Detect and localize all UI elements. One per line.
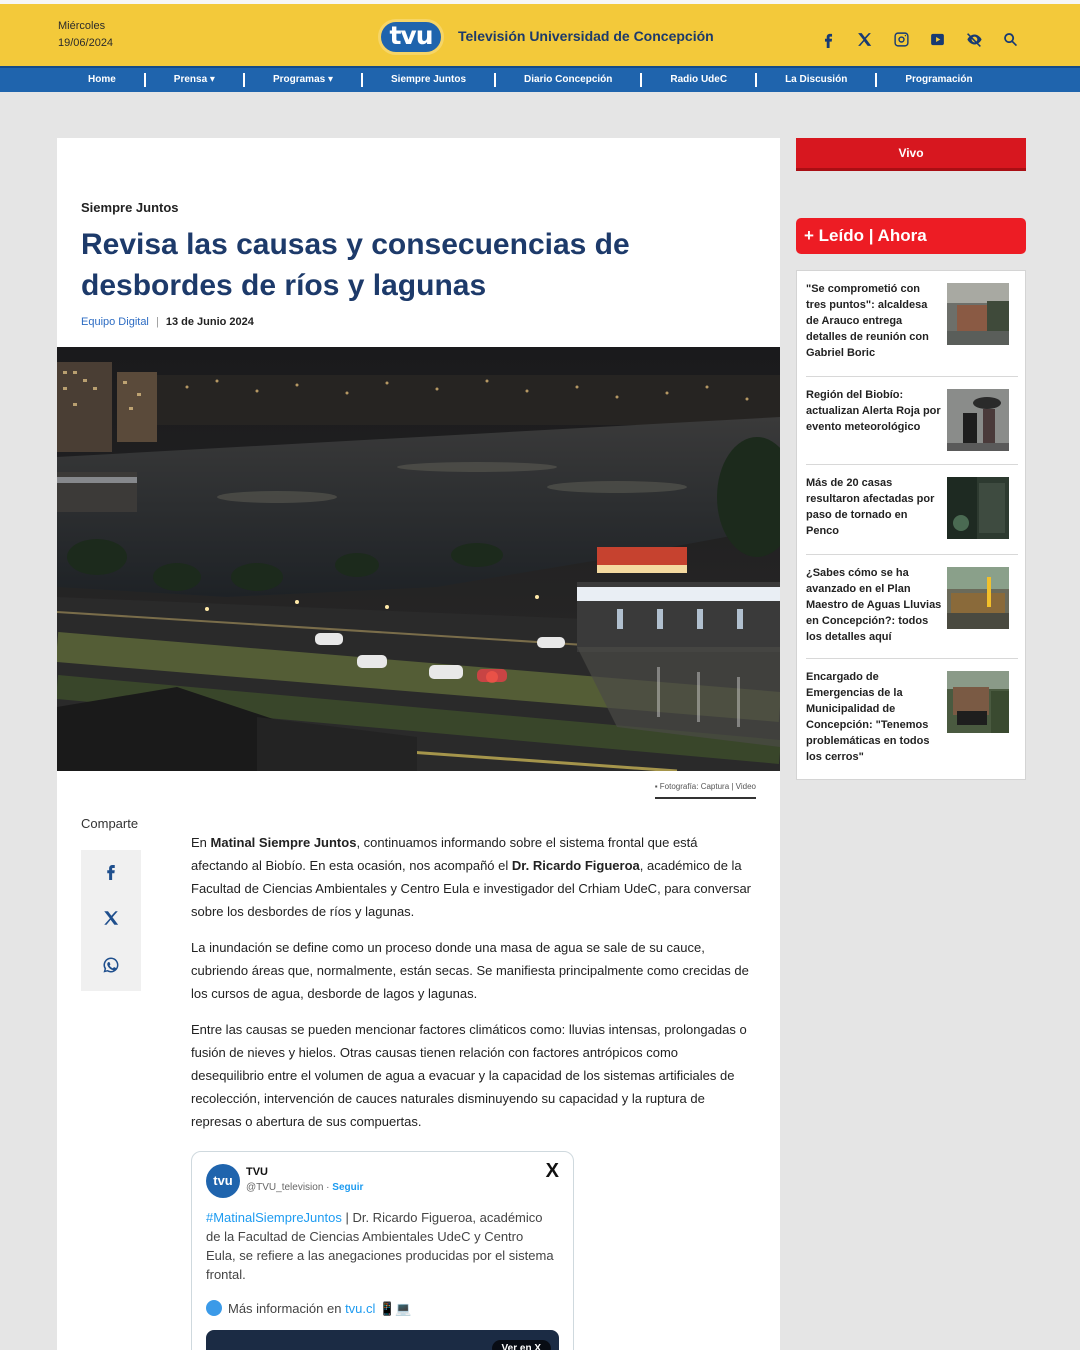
- share-facebook-button[interactable]: [81, 850, 141, 897]
- facebook-icon[interactable]: [810, 8, 847, 70]
- header-weekday: Miércoles: [58, 20, 106, 32]
- news-title[interactable]: "Se comprometió con tres puntos": alcaldesa de Arauco entrega detalles de reunión con Gabriel Boric: [806, 283, 929, 359]
- list-item[interactable]: [806, 281, 1018, 377]
- embedded-tweet[interactable]: [191, 1151, 574, 1350]
- top-header: [0, 0, 1080, 66]
- news-thumbnail[interactable]: [947, 283, 1009, 345]
- whatsapp-icon: [102, 956, 120, 979]
- nav-diario-concepcion[interactable]: Diario Concepción: [496, 73, 642, 87]
- article-author[interactable]: Equipo Digital: [81, 316, 149, 328]
- tweet-handle-text: @TVU_television ·: [246, 1182, 333, 1193]
- photo-caption: ▪ Fotografía: Captura | Video: [655, 782, 756, 799]
- news-title[interactable]: Más de 20 casas resultaron afectadas por paso de tornado en Penco: [806, 477, 935, 537]
- list-item[interactable]: [806, 565, 1018, 659]
- tweet-link[interactable]: tvu.cl: [345, 1301, 376, 1316]
- news-title[interactable]: ¿Sabes cómo se ha avanzado en el Plan Maestro de Aguas Lluvias en Concepción?: todos los detalles aquí: [806, 567, 942, 643]
- article-date: 13 de Junio 2024: [165, 316, 254, 328]
- byline: [81, 316, 254, 328]
- p1-text-end: , académico de la Facultad de Ciencias Ambientales y Centro Eula e investigador del Crhiam UdeC, para conversar sobre los desbordes de ríos y lagunas.: [191, 858, 752, 919]
- nav-radio-udec[interactable]: Radio UdeC: [642, 73, 757, 87]
- tweet-emoji: 📱💻: [375, 1301, 412, 1316]
- tweet-body: | Dr. Ricardo Figueroa, académico de la Facultad de Ciencias Ambientales UdeC y Centro Eula, se refiere a las anegaciones producidas por el sistema frontal.: [206, 1210, 554, 1282]
- article-card: [57, 138, 780, 1350]
- tweet-view-on-x-pill[interactable]: Ver en X: [492, 1340, 551, 1350]
- news-thumbnail[interactable]: [947, 567, 1009, 629]
- blue-circle-icon: [206, 1300, 222, 1316]
- x-icon: [102, 909, 120, 932]
- article-title: Revisa las causas y consecuencias de desbordes de ríos y lagunas: [81, 228, 630, 302]
- share-buttons: [81, 850, 141, 991]
- facebook-icon: [102, 862, 120, 885]
- tweet-text: [206, 1208, 556, 1284]
- article-paragraph-3: Entre las causas se pueden mencionar factores climáticos como: lluvias intensas, prolongadas o fusión de nieves y hielos. Otras causas tienen relación con factores antrópicos como desequilibrio entre el volumen de agua a evacuar y la capacidad de los sistemas artificiales de recolección, intervención de cauces naturales disminuyendo su capacidad y la ruptura de represas o abertura de sus compuertas.: [191, 1022, 747, 1129]
- list-item[interactable]: [806, 475, 1018, 555]
- brand-name: Televisión Universidad de Concepción: [458, 28, 714, 44]
- news-title[interactable]: Encargado de Emergencias de la Municipalidad de Concepción: "Tenemos problemáticas en todos los cerros": [806, 671, 930, 763]
- list-item[interactable]: [806, 387, 1018, 465]
- article-body: [191, 831, 753, 1146]
- p1-text: En: [191, 835, 211, 850]
- byline-separator: |: [155, 316, 159, 328]
- tweet-hashtag[interactable]: #MatinalSiempreJuntos: [206, 1210, 342, 1225]
- tweet-more-text: Más información en: [228, 1301, 346, 1316]
- tweet-author-name[interactable]: TVU: [246, 1166, 268, 1178]
- instagram-icon[interactable]: [883, 8, 920, 70]
- tvu-logo[interactable]: tvu: [378, 19, 444, 55]
- nav-la-discusion[interactable]: La Discusión: [757, 73, 877, 87]
- news-title[interactable]: Región del Biobío: actualizan Alerta Roja por evento meteorológico: [806, 389, 941, 433]
- nav-programacion[interactable]: Programación: [905, 74, 973, 85]
- most-read-list: [796, 270, 1026, 780]
- article-section[interactable]: Siempre Juntos: [81, 200, 179, 215]
- youtube-icon[interactable]: [920, 8, 957, 70]
- tweet-media[interactable]: [206, 1330, 559, 1350]
- list-item[interactable]: [806, 669, 1018, 773]
- nav-prensa[interactable]: Prensa ▾: [146, 73, 245, 87]
- header-date-value: 19/06/2024: [58, 37, 114, 49]
- tweet-handle: [246, 1182, 363, 1193]
- news-thumbnail[interactable]: [947, 389, 1009, 451]
- article-paragraph-1: [191, 831, 753, 923]
- tweet-more-info: [206, 1300, 411, 1317]
- social-icons: [810, 8, 1029, 70]
- p1-guest-name: Dr. Ricardo Figueroa: [511, 858, 640, 873]
- live-button[interactable]: Vivo: [796, 138, 1026, 171]
- x-icon[interactable]: [847, 8, 884, 70]
- p1-program-name: Matinal Siempre Juntos: [210, 835, 357, 850]
- news-thumbnail[interactable]: [947, 671, 1009, 733]
- p1-text-mid: , continuamos informando sobre el sistema frontal que está afectando al Biobío. En esta ocasión, nos acompañó el: [191, 835, 698, 873]
- header-date: [58, 18, 113, 52]
- x-logo-icon[interactable]: X: [545, 1160, 559, 1182]
- hero-photo-flooded-city-night: [57, 347, 780, 771]
- nav-home[interactable]: Home: [60, 73, 146, 87]
- search-icon[interactable]: [993, 8, 1030, 70]
- main-nav: [0, 66, 1080, 92]
- article-paragraph-2: La inundación se define como un proceso donde una masa de agua se sale de su cauce, cubriendo áreas que, normalmente, están secas. Se manifiesta principalmente como crecidas de los cursos de agua, desborde de lagos y lagunas.: [191, 940, 749, 1001]
- nav-siempre-juntos[interactable]: Siempre Juntos: [363, 73, 496, 87]
- tweet-follow-link[interactable]: Seguir: [332, 1182, 364, 1193]
- tweet-avatar[interactable]: tvu: [206, 1164, 240, 1198]
- nav-programas[interactable]: Programas ▾: [245, 73, 363, 87]
- share-x-button[interactable]: [81, 897, 141, 944]
- most-read-header: + Leído | Ahora: [796, 218, 1026, 254]
- share-label: Comparte: [81, 816, 139, 831]
- news-thumbnail[interactable]: [947, 477, 1009, 539]
- accessibility-eye-icon[interactable]: [956, 8, 993, 70]
- share-whatsapp-button[interactable]: [81, 944, 141, 991]
